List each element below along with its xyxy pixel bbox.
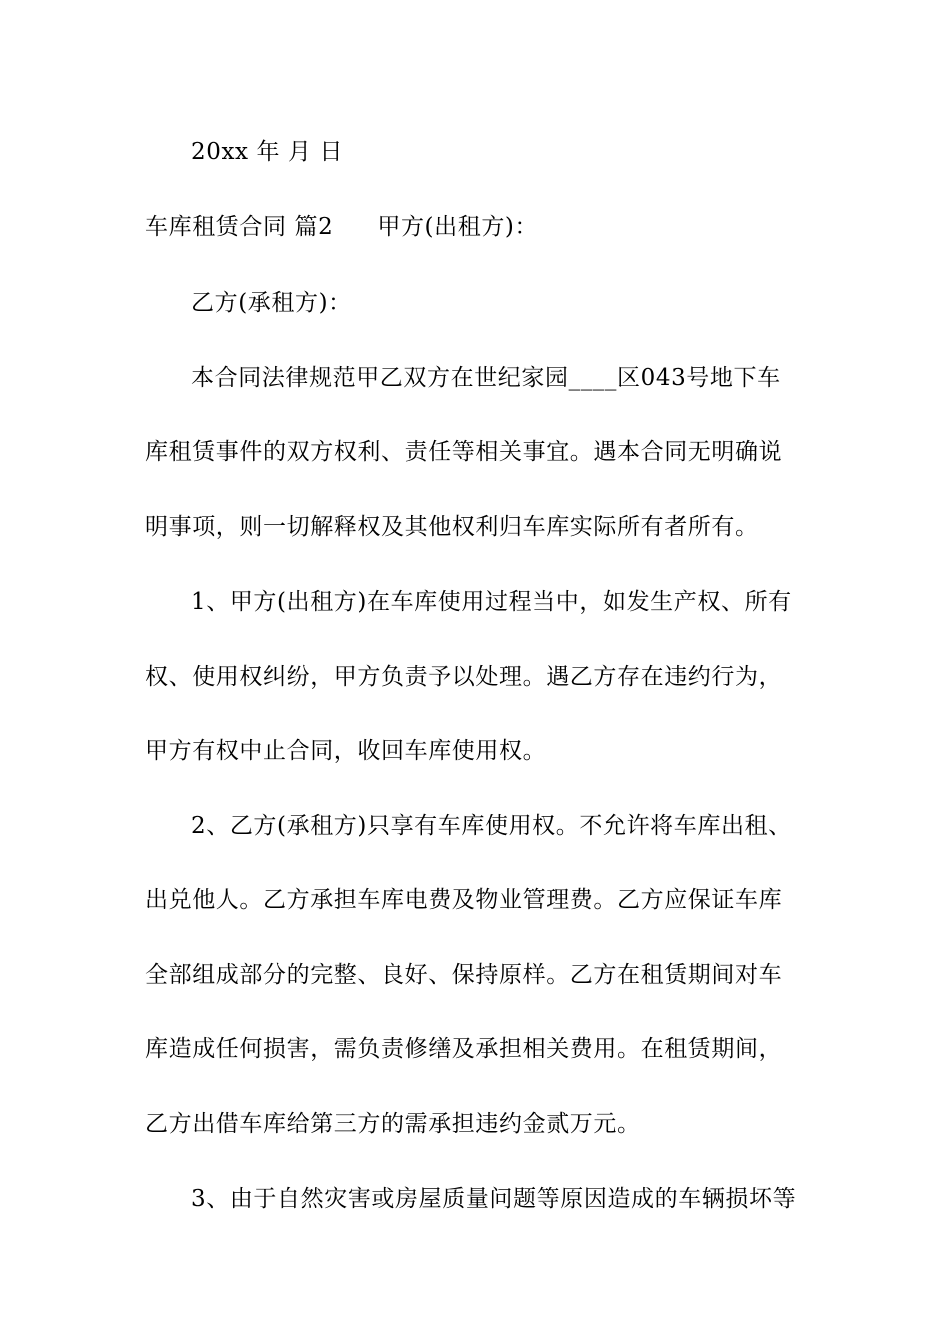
party-b-label: 乙方(承租方)：	[191, 290, 352, 316]
paragraph-line: 明事项，则一切解释权及其他权利归车库实际所有者所有。	[145, 514, 759, 540]
paragraph-line: 1、甲方(出租方)在车库使用过程当中，如发生产权、所有	[191, 589, 792, 615]
contract-title: 车库租赁合同 篇2	[145, 214, 334, 240]
contract-heading-line	[145, 212, 538, 242]
paragraph-line: 乙方出借车库给第三方的需承担违约金贰万元。	[145, 1111, 641, 1137]
paragraph-line: 本合同法律规范甲乙双方在世纪家园____区043号地下车	[191, 365, 781, 391]
party-a-label: 甲方(出租方)：	[377, 214, 539, 240]
paragraph-line: 库造成任何损害，需负责修缮及承担相关费用。在租赁期间，	[145, 1036, 783, 1062]
paragraph-line: 库租赁事件的双方权利、责任等相关事宜。遇本合同无明确说	[145, 439, 783, 465]
paragraph-line: 3、由于自然灾害或房屋质量问题等原因造成的车辆损坏等	[191, 1186, 797, 1212]
paragraph-line: 权、使用权纠纷，甲方负责予以处理。遇乙方存在违约行为，	[145, 664, 783, 690]
paragraph-line: 全部组成部分的完整、良好、保持原样。乙方在租赁期间对车	[145, 962, 783, 988]
date-line: 20xx 年 月 日	[191, 139, 344, 165]
paragraph-line: 出兑他人。乙方承担车库电费及物业管理费。乙方应保证车库	[145, 887, 783, 913]
paragraph-line: 2、乙方(承租方)只享有车库使用权。不允许将车库出租、	[191, 813, 792, 839]
paragraph-line: 甲方有权中止合同，收回车库使用权。	[145, 738, 547, 764]
